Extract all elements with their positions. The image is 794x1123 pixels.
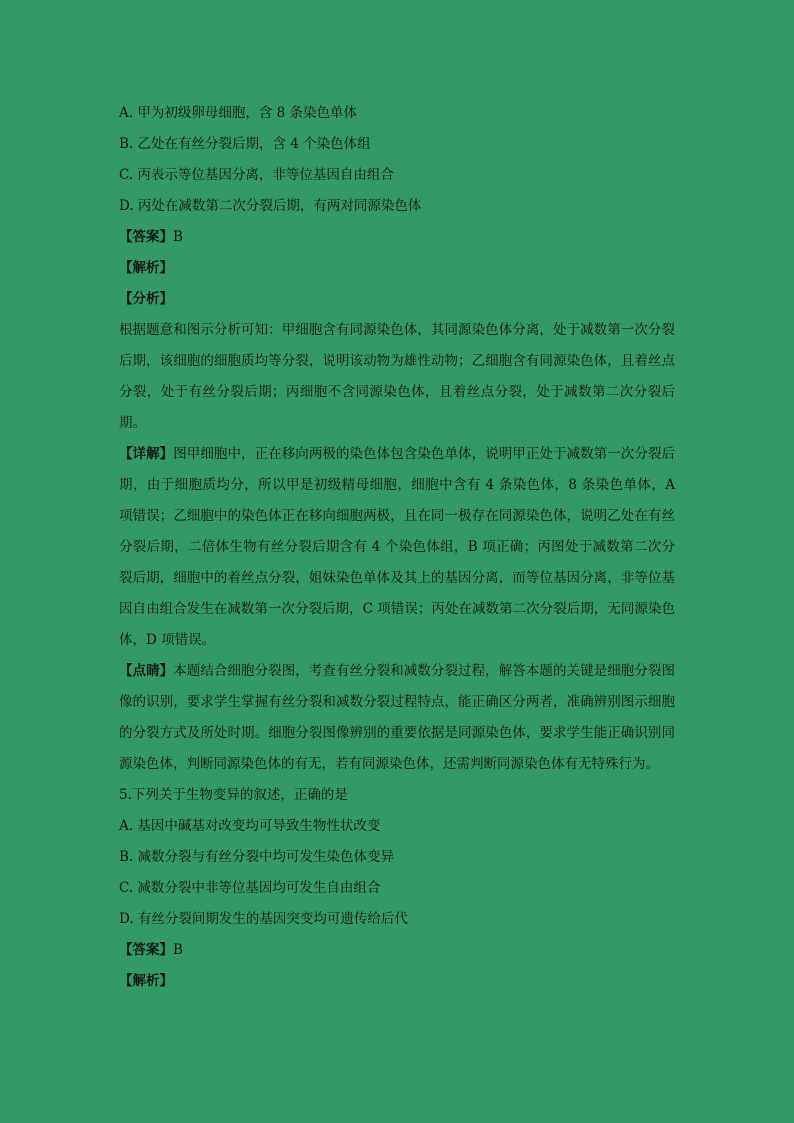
q5-answer xyxy=(119,935,675,966)
q4-dianjing-tag: 【点睛】 xyxy=(119,663,174,679)
q4-dianjing xyxy=(119,656,675,780)
q4-analysis-tag: 【解析】 xyxy=(119,260,173,276)
q4-detail xyxy=(119,439,675,656)
q5-option-b: B. 减数分裂与有丝分裂中均可发生染色体变异 xyxy=(119,849,395,865)
q5-option-a: A. 基因中碱基对改变均可导致生物性状改变 xyxy=(119,818,381,834)
q5-stem: 5.下列关于生物变异的叙述，正确的是 xyxy=(119,787,348,803)
q4-fenxi-tag: 【分析】 xyxy=(119,291,173,307)
q4-detail-text: 图甲细胞中，正在移向两极的染色体包含染色单体，说明甲正处于减数第一次分裂后期，由于细胞质均分，所以甲是初级精母细胞，细胞中含有 4 条染色体，8 条染色单体，A 项错误；乙细胞中的染色体正在移向细胞两极，且在同一极存在同源染色体，说明乙处在有丝分裂后期，二倍体生物有丝分裂后期含有 4 个染色体组，B 项正确；丙图处于减数第二次分裂后期，细胞中的着丝点分裂，姐妹染色单体及其上的基因分离，而等位基因分离，非等位基因自由组合发生在减数第一次分裂后期，C 项错误；丙处在减数第二次分裂后期，无同源染色体，D 项错误。 xyxy=(119,446,675,648)
q4-option-d: D. 丙处在减数第二次分裂后期，有两对同源染色体 xyxy=(119,198,422,214)
q4-option-b: B. 乙处在有丝分裂后期，含 4 个染色体组 xyxy=(119,136,371,152)
q5-analysis-tag: 【解析】 xyxy=(119,973,173,989)
q5-option-d: D. 有丝分裂间期发生的基因突变均可遗传给后代 xyxy=(119,911,408,927)
q4-dianjing-text: 本题结合细胞分裂图，考查有丝分裂和减数分裂过程，解答本题的关键是细胞分裂图像的识别，要求学生掌握有丝分裂和减数分裂过程特点，能正确区分两者，准确辨别图示细胞的分裂方式及所处时期。细胞分裂图像辨别的重要依据是同源染色体，要求学生能正确识别同源染色体，判断同源染色体的有无，若有同源染色体，还需判断同源染色体有无特殊行为。 xyxy=(119,663,675,772)
q5-answer-tag: 【答案】 xyxy=(119,942,173,958)
q4-answer-value: B xyxy=(173,229,183,245)
q4-option-a: A. 甲为初级卵母细胞，含 8 条染色单体 xyxy=(119,105,358,121)
q4-fenxi-text: 根据题意和图示分析可知：甲细胞含有同源染色体，其同源染色体分离，处于减数第一次分裂后期，该细胞的细胞质均等分裂，说明该动物为雄性动物；乙细胞含有同源染色体，且着丝点分裂，处于有丝分裂后期；丙细胞不含同源染色体，且着丝点分裂，处于减数第二次分裂后期。 xyxy=(119,322,675,431)
q4-answer-tag: 【答案】 xyxy=(119,229,173,245)
q5-option-c: C. 减数分裂中非等位基因均可发生自由组合 xyxy=(119,880,381,896)
q4-option-c: C. 丙表示等位基因分离，非等位基因自由组合 xyxy=(119,167,394,183)
q5-answer-value: B xyxy=(173,942,183,958)
q4-answer xyxy=(119,222,675,253)
page-content xyxy=(119,98,675,997)
q4-detail-tag: 【详解】 xyxy=(119,446,174,462)
